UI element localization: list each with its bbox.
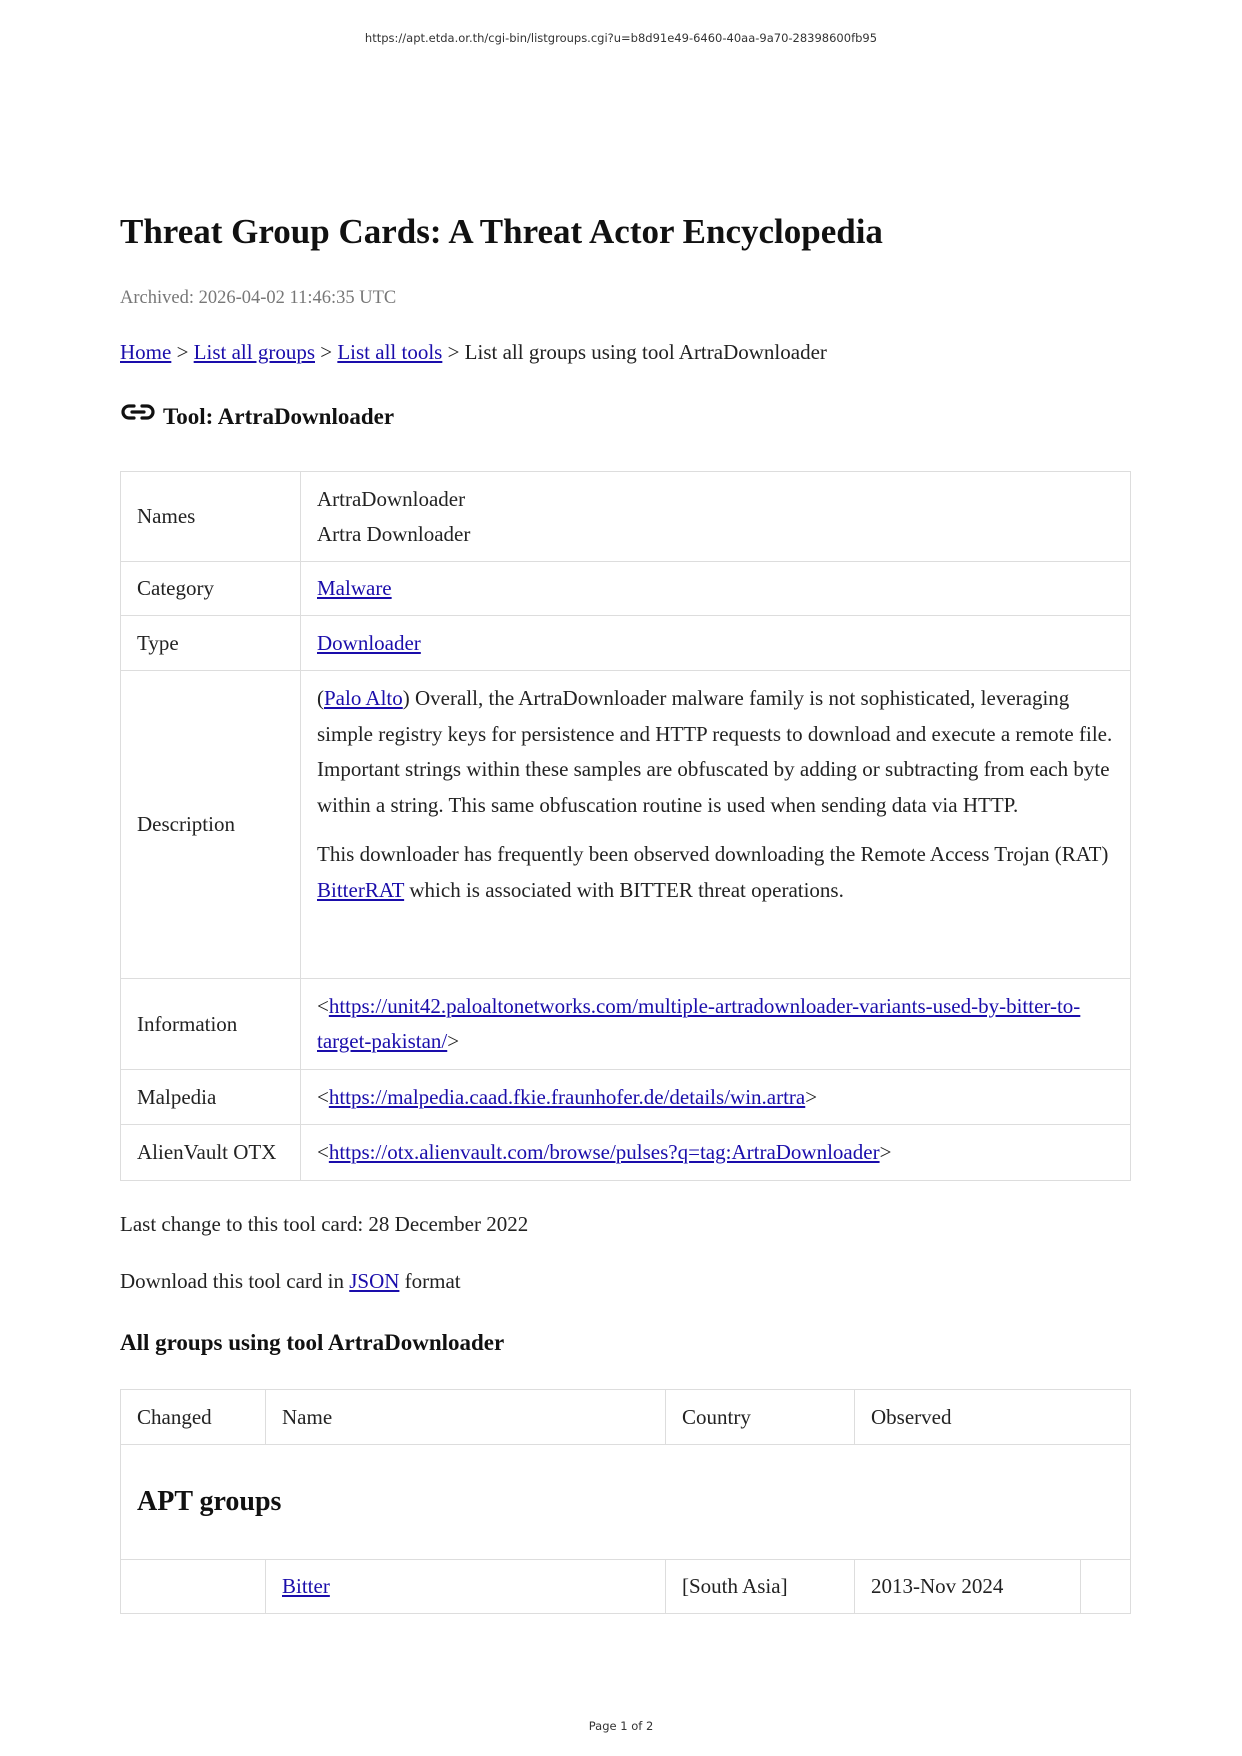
download-text: format	[399, 1269, 461, 1293]
table-row	[121, 1070, 1131, 1125]
breadcrumb-current: > List all groups using tool ArtraDownloader	[442, 340, 827, 364]
column-header-name: Name	[266, 1390, 666, 1445]
angle-open: <	[317, 1084, 329, 1109]
breadcrumb-home-link[interactable]: Home	[120, 340, 172, 364]
column-header-changed: Changed	[121, 1390, 266, 1445]
page-footer: Page 1 of 2	[588, 1719, 654, 1733]
palo-alto-source-link[interactable]: Palo Alto	[324, 686, 403, 710]
breadcrumb-separator: >	[315, 340, 338, 364]
breadcrumb-separator: >	[171, 340, 194, 364]
groups-table	[120, 1389, 1131, 1614]
tool-heading	[120, 404, 394, 430]
column-header-country: Country	[666, 1390, 855, 1445]
angle-open: <	[317, 1140, 329, 1164]
malpedia-label: Malpedia	[121, 1070, 301, 1125]
angle-close: >	[805, 1084, 818, 1109]
country-cell: [South Asia]	[666, 1560, 855, 1614]
breadcrumb	[120, 340, 827, 365]
information-link[interactable]: https://unit42.paloaltonetworks.com/multiple-artradownloader-variants-used-by-bitter-to-target-pakistan/	[317, 993, 1081, 1053]
description-value	[301, 671, 1131, 979]
description-text: ) Overall, the ArtraDownloader malware family is not sophisticated, leveraging simple registry keys for persistence and HTTP requests to download and execute a remote file. Important strings within these samples are obfuscated by adding or subtracting from each byte within a string. This same obfuscation routine is used when sending data via HTTP.	[317, 686, 1113, 817]
otx-link[interactable]: https://otx.alienvault.com/browse/pulses?q=tag:ArtraDownloader	[328, 1140, 880, 1164]
otx-value	[301, 1125, 1131, 1181]
empty-cell	[1081, 1560, 1131, 1614]
page-title: Threat Group Cards: A Threat Actor Encyclopedia	[120, 212, 883, 251]
description-text: This downloader has frequently been observed downloading the Remote Access Trojan (RAT)	[317, 842, 1109, 866]
angle-close: >	[879, 1140, 892, 1164]
json-download-link[interactable]: JSON	[349, 1269, 400, 1293]
malpedia-value	[301, 1070, 1131, 1125]
name-item: Artra Downloader	[317, 521, 471, 546]
description-label: Description	[121, 671, 301, 979]
breadcrumb-list-groups-link[interactable]: List all groups	[193, 340, 315, 364]
information-label: Information	[121, 979, 301, 1070]
download-text: Download this tool card in	[120, 1269, 350, 1293]
type-value	[301, 616, 1131, 671]
angle-open: <	[317, 993, 329, 1018]
bitterrat-link[interactable]: BitterRAT	[317, 877, 405, 902]
breadcrumb-list-tools-link[interactable]: List all tools	[337, 340, 443, 364]
download-line	[120, 1269, 461, 1294]
page-url-header: https://apt.etda.or.th/cgi-bin/listgroups.cgi?u=b8d91e49-6460-40aa-9a70-28398600fb95	[364, 31, 878, 45]
table-row	[121, 1560, 1131, 1614]
tool-heading-text: Tool: ArtraDownloader	[163, 404, 395, 429]
malpedia-link[interactable]: https://malpedia.caad.fkie.fraunhofer.de/details/win.artra	[328, 1084, 806, 1109]
description-paragraph	[317, 681, 1114, 823]
groups-heading: All groups using tool ArtraDownloader	[120, 1330, 505, 1355]
table-row	[121, 671, 1131, 979]
type-label: Type	[121, 616, 301, 671]
column-header-observed: Observed	[855, 1390, 1131, 1445]
link-icon	[120, 400, 156, 424]
names-value	[301, 472, 1131, 562]
description-text: which is associated with BITTER threat operations.	[404, 877, 844, 902]
changed-cell	[121, 1560, 266, 1614]
group-link-bitter[interactable]: Bitter	[282, 1574, 330, 1598]
last-change-text: Last change to this tool card: 28 December 2022	[120, 1212, 529, 1236]
category-link[interactable]: Malware	[317, 576, 392, 600]
tool-info-table	[120, 471, 1131, 1181]
observed-cell: 2013-Nov 2024	[855, 1560, 1081, 1614]
paren-open: (	[317, 686, 324, 710]
table-row	[121, 1125, 1131, 1181]
type-link[interactable]: Downloader	[317, 630, 421, 655]
table-section-row	[121, 1445, 1131, 1560]
name-cell	[266, 1560, 666, 1614]
table-row	[121, 562, 1131, 616]
apt-groups-section-title: APT groups	[121, 1445, 1131, 1560]
table-row	[121, 472, 1131, 562]
archived-timestamp: Archived: 2026-04-02 11:46:35 UTC	[120, 288, 397, 308]
name-item: ArtraDownloader	[317, 486, 466, 511]
description-paragraph	[317, 837, 1114, 908]
category-value	[301, 562, 1131, 616]
information-value	[301, 979, 1131, 1070]
table-header-row	[121, 1390, 1131, 1445]
category-label: Category	[121, 562, 301, 616]
otx-label: AlienVault OTX	[121, 1125, 301, 1181]
table-row	[121, 616, 1131, 671]
angle-close: >	[447, 1029, 460, 1053]
table-row	[121, 979, 1131, 1070]
names-label: Names	[121, 472, 301, 562]
